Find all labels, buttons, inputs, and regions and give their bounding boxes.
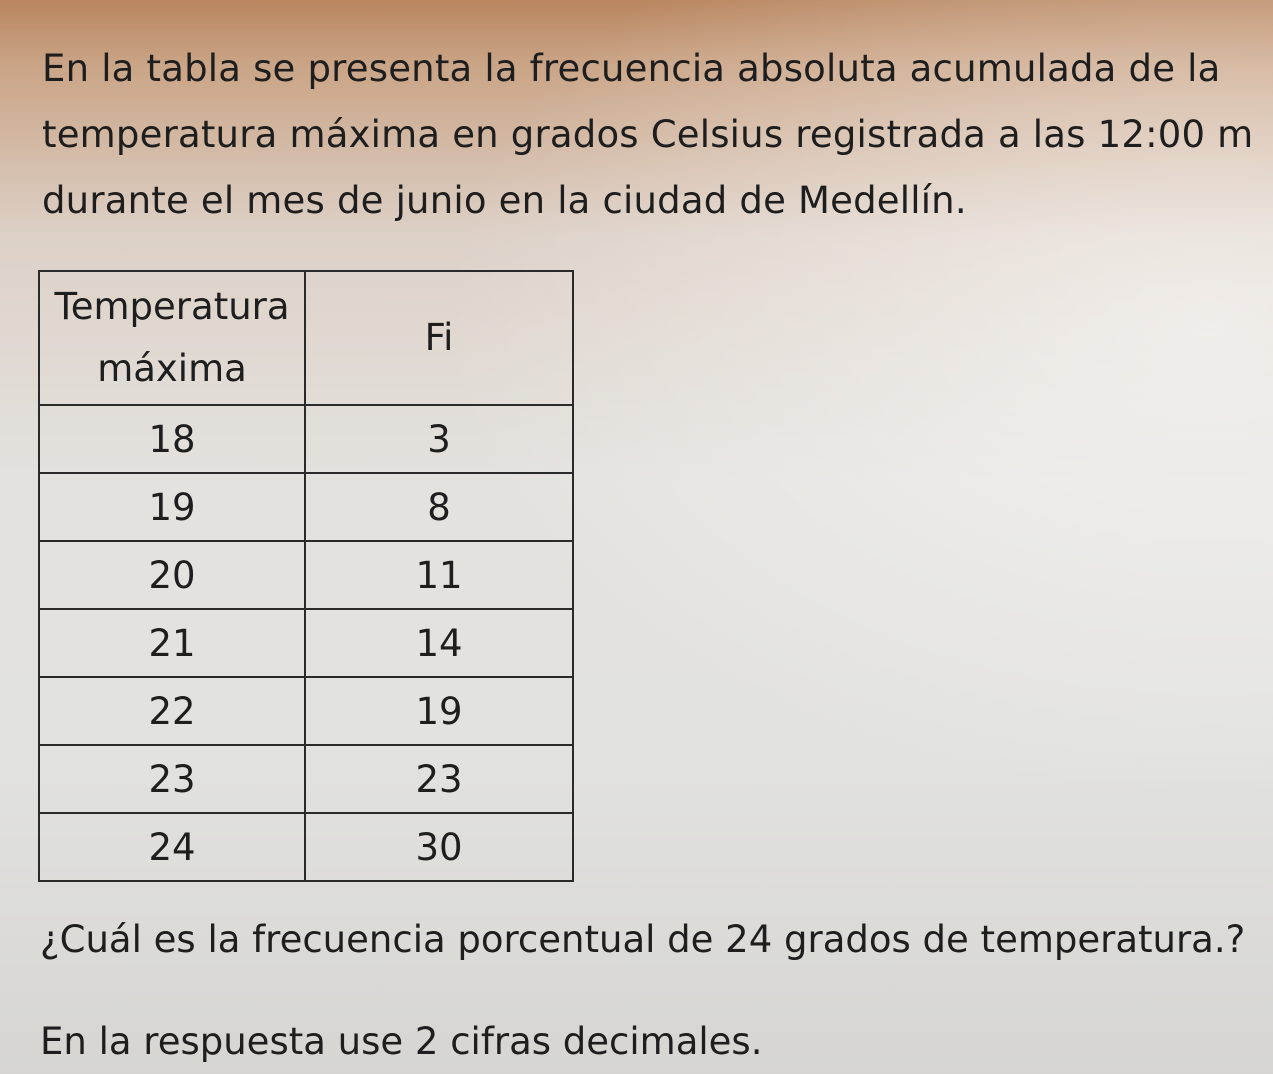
table-row (39, 405, 573, 473)
temp-cell: 18 (39, 405, 305, 473)
fi-cell: 11 (305, 541, 573, 609)
temp-cell: 23 (39, 745, 305, 813)
header-fi: Fi (305, 271, 573, 405)
temp-cell: 20 (39, 541, 305, 609)
table-row (39, 677, 573, 745)
temp-cell: 22 (39, 677, 305, 745)
intro-line-1: En la tabla se presenta la frecuencia absoluta acumulada de la (42, 47, 1221, 90)
fi-cell: 14 (305, 609, 573, 677)
question-text: ¿Cuál es la frecuencia porcentual de 24 grados de temperatura.? (40, 918, 1246, 961)
fi-cell: 8 (305, 473, 573, 541)
header-temperature: Temperatura máxima (39, 271, 305, 405)
intro-line-2: temperatura máxima en grados Celsius registrada a las 12:00 m (42, 113, 1254, 156)
table-row (39, 609, 573, 677)
intro-line-3: durante el mes de junio en la ciudad de Medellín. (42, 179, 967, 222)
table-header-row (39, 271, 573, 405)
table-row (39, 541, 573, 609)
frequency-table (38, 270, 574, 882)
temp-cell: 24 (39, 813, 305, 881)
fi-cell: 23 (305, 745, 573, 813)
temp-cell: 21 (39, 609, 305, 677)
fi-cell: 3 (305, 405, 573, 473)
table-row (39, 473, 573, 541)
table-row (39, 745, 573, 813)
fi-cell: 19 (305, 677, 573, 745)
temp-cell: 19 (39, 473, 305, 541)
instruction-note: En la respuesta use 2 cifras decimales. (40, 1020, 763, 1063)
fi-cell: 30 (305, 813, 573, 881)
table-row (39, 813, 573, 881)
intro-text (42, 36, 1254, 234)
